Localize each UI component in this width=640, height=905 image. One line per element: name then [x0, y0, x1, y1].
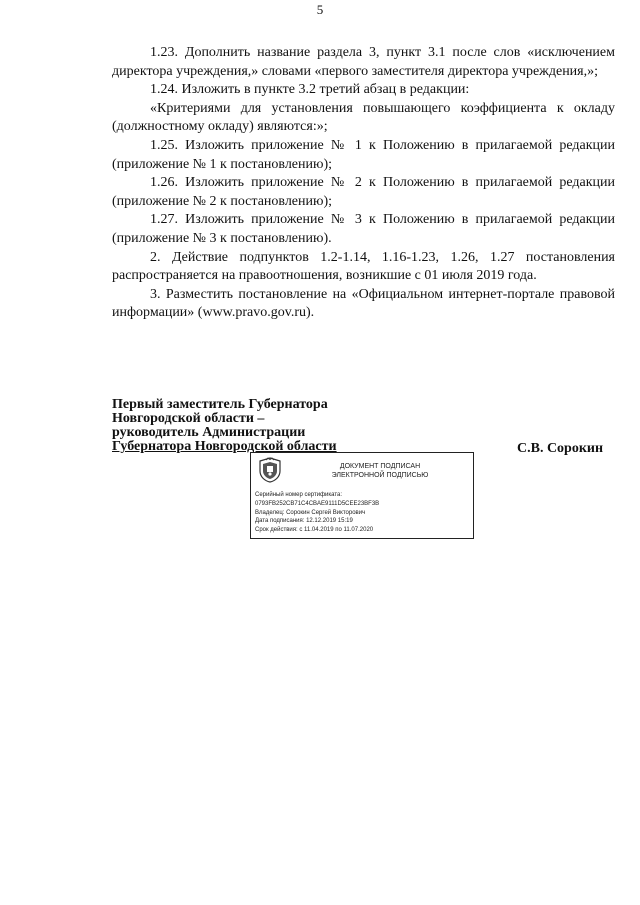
stamp-serial: 0793FB252CB71C4CBAE9111D5CEE23BF3B	[255, 500, 380, 507]
signatory-position	[112, 398, 337, 454]
paragraph-2: 2. Действие подпунктов 1.2-1.14, 1.16-1.23, 1.26, 1.27 постановления распространяется на правоотношения, возникшие с 01 июля 2019 года.	[112, 249, 615, 284]
document-body	[112, 44, 615, 323]
signatory-position-line: Губернатора Новгородской области	[112, 439, 337, 454]
paragraph-1-23: 1.23. Дополнить название раздела 3, пункт 3.1 после слов «исключением директора учреждения,» словами «первого заместителя директора учреждения,»;	[112, 45, 615, 79]
paragraph-quote: «Критериями для установления повышающего коэффициента к окладу (должностному окладу) являются:»;	[112, 100, 615, 135]
signatory-position-line: Первый заместитель Губернатора	[112, 397, 328, 412]
paragraph-1-24: 1.24. Изложить в пункте 3.2 третий абзац в редакции:	[150, 82, 470, 98]
paragraph-3: 3. Разместить постановление на «Официальном интернет-портале правовой информации» (www.pravo.gov.ru).	[112, 286, 615, 321]
stamp-serial-label: Серийный номер сертификата:	[255, 492, 343, 498]
signatory-position-line: Новгородской области –	[112, 411, 265, 426]
stamp-title: ДОКУМЕНТ ПОДПИСАН ЭЛЕКТРОННОЙ ПОДПИСЬЮ	[331, 463, 429, 479]
stamp-details	[255, 491, 379, 535]
paragraph-1-26: 1.26. Изложить приложение № 2 к Положению в прилагаемой редакции (приложение № 2 к постановлению);	[112, 175, 615, 209]
signatory-name: С.В. Сорокин	[517, 441, 604, 456]
paragraph-1-27: 1.27. Изложить приложение № 3 к Положению в прилагаемой редакции (приложение № 3 к постановлению).	[112, 212, 615, 246]
signatory-position-line: руководитель Администрации	[112, 425, 306, 440]
page-number: 5	[316, 2, 324, 17]
coat-of-arms-icon	[257, 457, 283, 483]
paragraph-1-25: 1.25. Изложить приложение № 1 к Положению в прилагаемой редакции (приложение № 1 к постановлению);	[112, 137, 615, 172]
stamp-signed-date: Дата подписания: 12.12.2019 15:19	[255, 518, 353, 525]
electronic-signature-stamp	[250, 452, 474, 539]
stamp-validity: Срок действия: с 11.04.2019 по 11.07.2020	[255, 527, 374, 534]
stamp-owner: Владелец: Сорокин Сергей Викторович	[255, 509, 366, 516]
